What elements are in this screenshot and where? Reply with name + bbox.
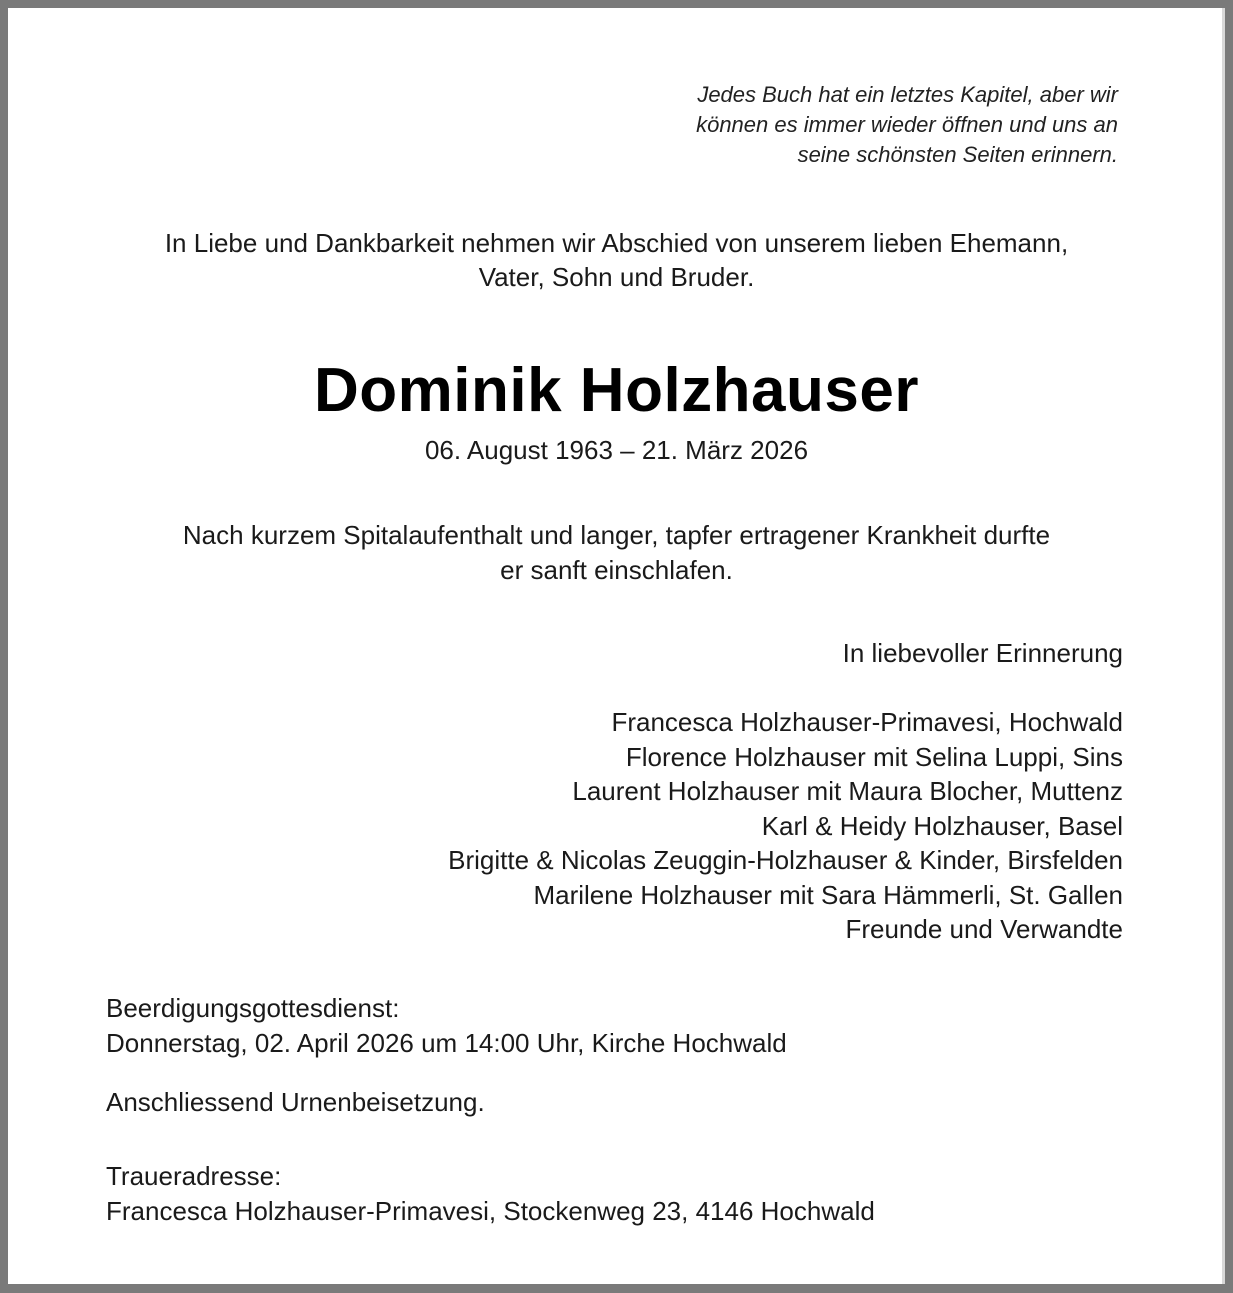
quote-line: Jedes Buch hat ein letztes Kapitel, aber wir (697, 82, 1118, 107)
passing-line: Nach kurzem Spitalaufenthalt und langer, tapfer ertragener Krankheit durfte (182, 520, 1051, 550)
burial-note: Anschliessend Urnenbeisetzung. (106, 1087, 485, 1117)
address-label: Traueradresse: (106, 1161, 282, 1191)
obituary-page (8, 8, 1225, 1284)
service-details: Donnerstag, 02. April 2026 um 14:00 Uhr, Kirche Hochwald (106, 1028, 787, 1058)
passing-note (8, 518, 1225, 588)
mourner-entry: Laurent Holzhauser mit Maura Blocher, Muttenz (572, 776, 1123, 806)
deceased-name: Dominik Holzhauser (314, 356, 919, 425)
mourner-entry: Brigitte & Nicolas Zeuggin-Holzhauser & Kinder, Birsfelden (448, 845, 1123, 875)
intro-line: In Liebe und Dankbarkeit nehmen wir Abschied von unserem lieben Ehemann, (164, 228, 1069, 258)
mourner-entry: Freunde und Verwandte (845, 914, 1123, 944)
mourner-entry: Florence Holzhauser mit Selina Luppi, Sins (625, 741, 1123, 772)
mourner-entry: Karl & Heidy Holzhauser, Basel (761, 810, 1123, 841)
memorial-quote (558, 80, 1118, 170)
passing-line: er sanft einschlafen. (500, 555, 733, 585)
mourner-entry: Francesca Holzhauser-Primavesi, Hochwald (611, 707, 1123, 737)
quote-line: seine schönsten Seiten erinnern. (797, 142, 1118, 167)
farewell-intro (8, 226, 1225, 294)
mourning-address (106, 1159, 875, 1229)
service-label: Beerdigungsgottesdienst: (106, 993, 400, 1023)
mourners-list (448, 705, 1123, 947)
funeral-service (106, 991, 787, 1061)
mourner-entry: Marilene Holzhauser mit Sara Hämmerli, St. Gallen (533, 879, 1123, 910)
life-dates: 06. August 1963 – 21. März 2026 (424, 435, 809, 465)
quote-line: können es immer wieder öffnen und uns an (696, 112, 1118, 137)
address-details: Francesca Holzhauser-Primavesi, Stockenweg 23, 4146 Hochwald (106, 1196, 875, 1226)
memory-heading: In liebevoller Erinnerung (842, 638, 1123, 668)
intro-line: Vater, Sohn und Bruder. (478, 262, 755, 292)
